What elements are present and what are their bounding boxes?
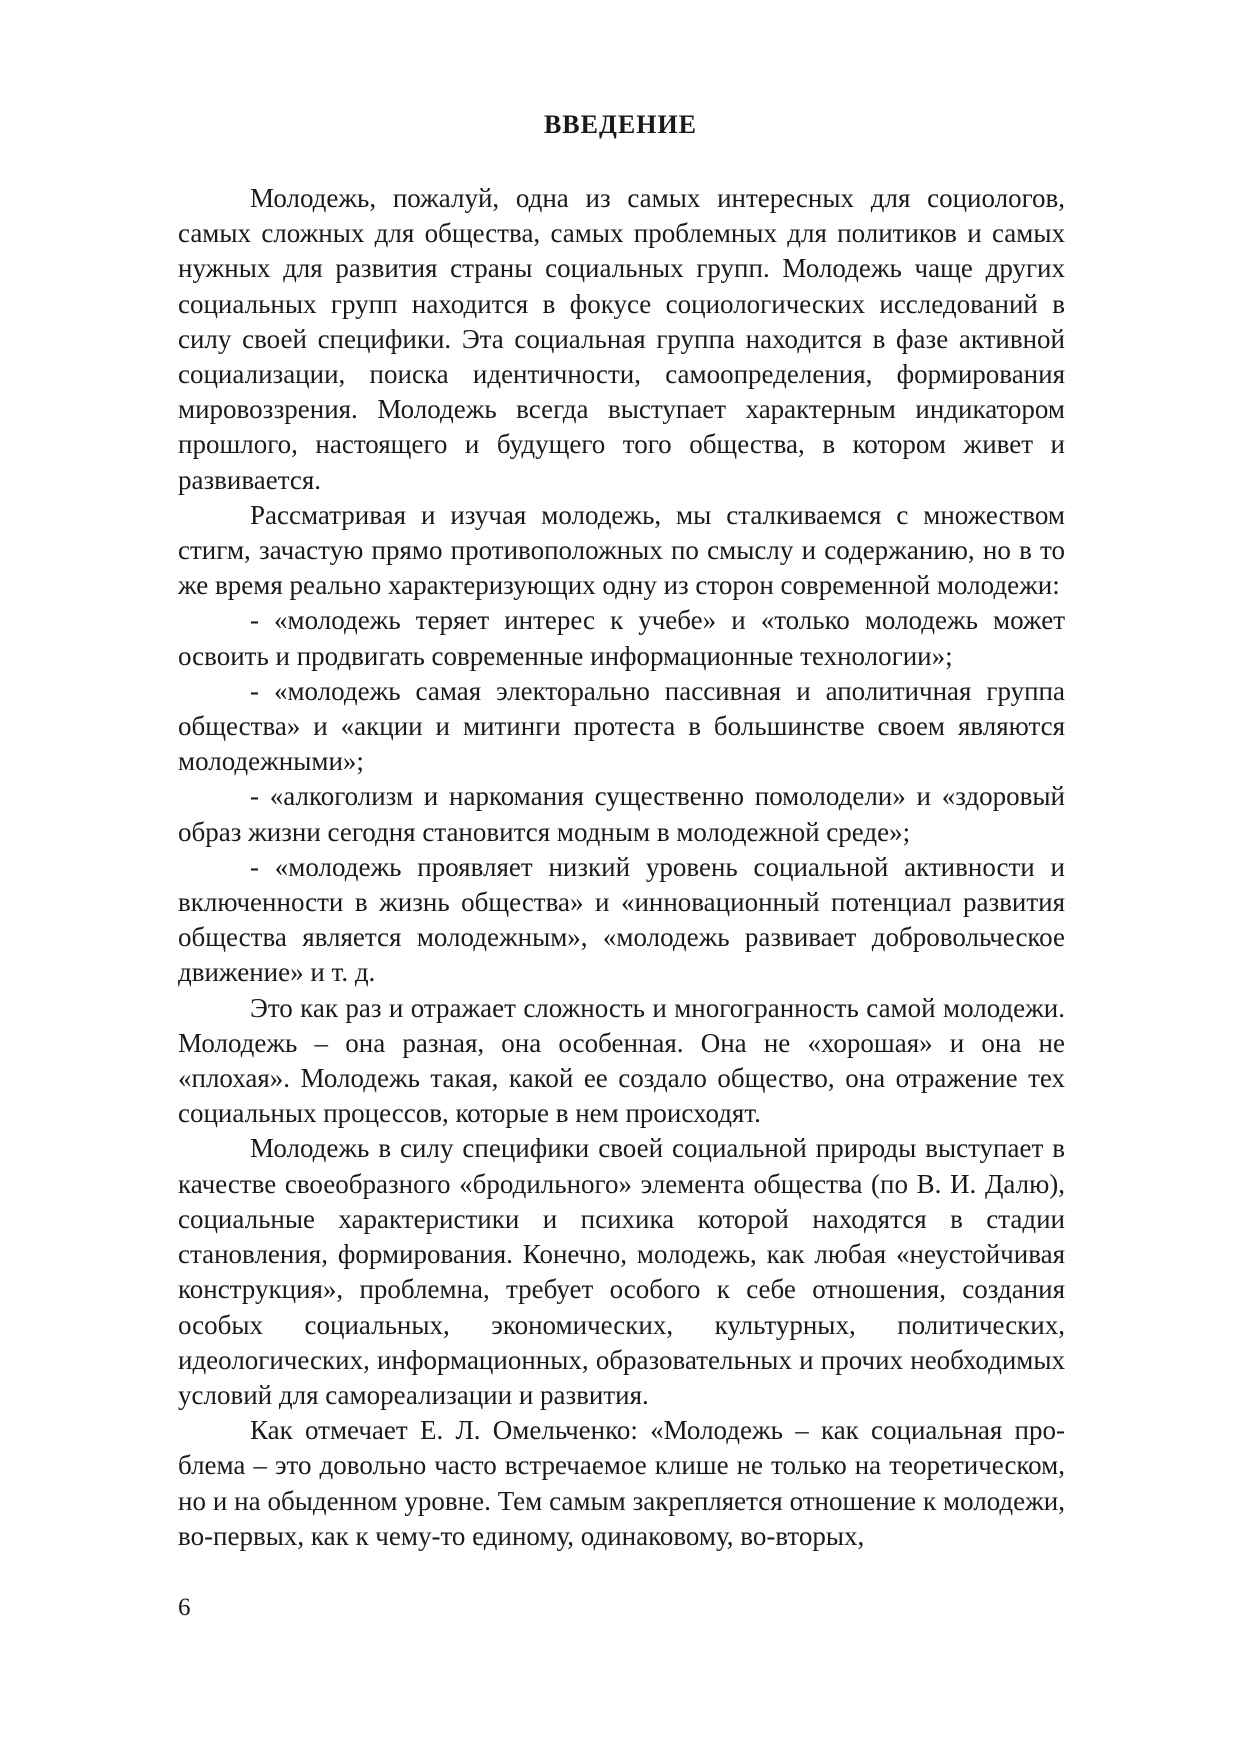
body-text — [178, 181, 1065, 1554]
list-item-study: - «молодежь теряет интерес к учебе» и «только молодежь может освоить и продвигать современные информационные технологии»; — [178, 605, 1065, 671]
page-number: 6 — [178, 1594, 191, 1621]
paragraph-intro: Молодежь, пожалуй, одна из самых интересных для социологов, самых сложных для общества, самых проблемных для политиков и самых нужных для развития страны социальных групп. Молодежь чаще других социальных групп находится в фокусе социологических исследований в силу своей специфики. Эта социальная группа находится в фазе активной социализации, поиска идентичности, самоопределения, формирования мировоззрения. Молодежь всегда выступает характерным индикатором прошлого, настоящего и будущего того общества, в котором живет и развивается. — [178, 183, 1065, 495]
paragraph-complexity: Это как раз и отражает сложность и многогранность самой молодежи. Молодежь – она разная, она особенная. Она не «хорошая» и она не «плохая». Молодежь такая, какой ее создало общество, она отражение тех социальных процессов, которые в нем происходят. — [178, 992, 1065, 1129]
paragraph-nature: Молодежь в силу специфики своей социальной природы выступает в качестве своеобразного «бродильного» элемента общества (по В. И. Далю), социальные характеристики и психика которой находятся в стадии становления, формирования. Конечно, молодежь, как любая «неустойчивая конструкция», проблемна, требует особого к себе отношения, создания особых социальных, экономических, культурных, политических, идеологических, информационных, образовательных и прочих необходимых условий для самореализации и развития. — [178, 1133, 1065, 1410]
paragraph-stigmas: Рассматривая и изучая молодежь, мы сталкиваемся с множеством стигм, зачастую прямо противоположных по смыслу и содержанию, но в то же время реально характеризующих одну из сторон современной молодежи: — [178, 499, 1065, 601]
list-item-health: - «алкоголизм и наркомания существенно помолодели» и «здоровый образ жизни сегодня становится модным в молодежной среде»; — [178, 781, 1065, 847]
paragraph-quote: Как отмечает Е. Л. Омельченко: «Молодежь – как социальная проблема – это довольно часто встречаемое клише не только на теоретическом, но и на обыденном уровне. Тем самым закрепляется отношение к молодежи, во-первых, как к чему-то единому, одинаковому, во-вторых, — [178, 1415, 1065, 1551]
list-item-politics: - «молодежь самая электорально пассивная и аполитичная группа общества» и «акции и митинги протеста в большинстве своем являются молодежными»; — [178, 675, 1065, 777]
page-title: ВВЕДЕНИЕ — [543, 110, 698, 139]
list-item-activity: - «молодежь проявляет низкий уровень социальной активности и включенности в жизнь общества» и «инновационный потенциал развития общества является молодежным», «молодежь развивает добровольческое движение» и т. д. — [178, 851, 1065, 988]
